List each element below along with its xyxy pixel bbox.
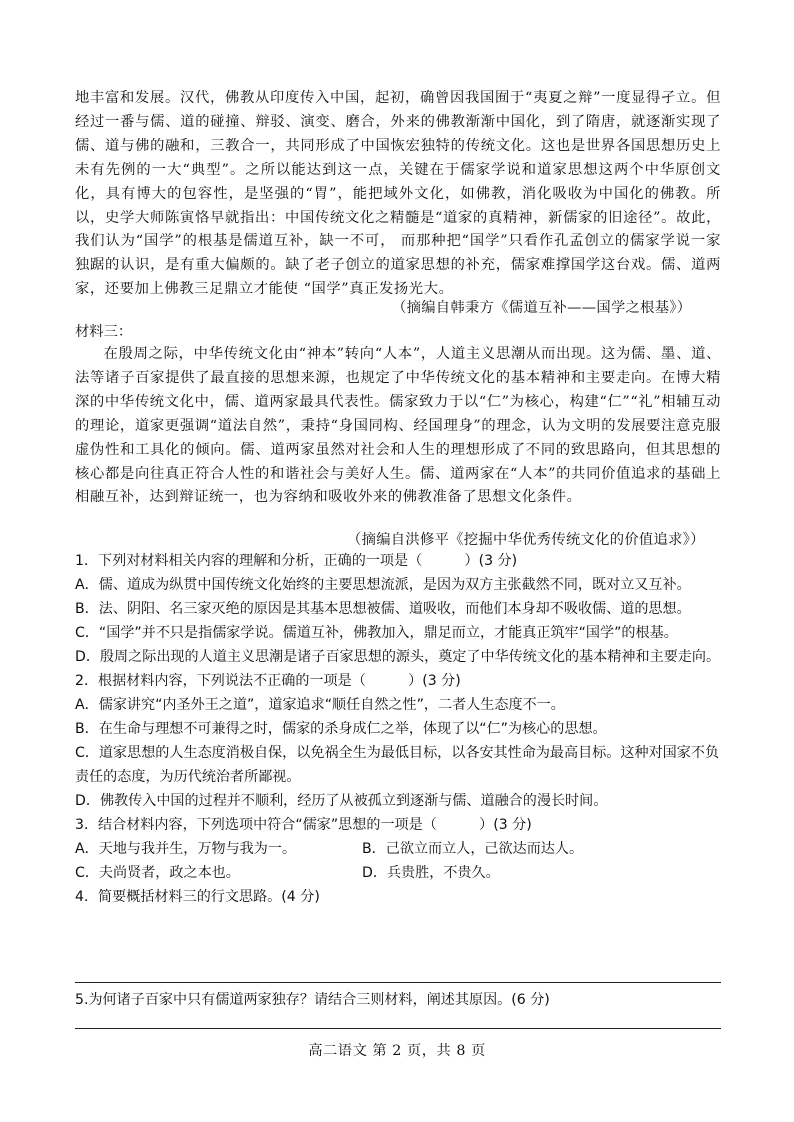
material3-label: 材料三： — [75, 324, 133, 340]
material3-source: （摘编自洪修平《挖掘中华优秀传统文化的价值追求》） — [347, 532, 705, 548]
q2-option-d: D．佛教传入中国的过程并不顺利，经历了从被孤立到逐渐与儒、道融合的漫长时间。 — [75, 793, 608, 809]
q3-option-b: B．己欲立而立人，己欲达而达人。 — [362, 841, 584, 857]
q3-options-row2 — [75, 861, 725, 885]
footer-rule — [75, 1028, 721, 1029]
q1-option-a: A．儒、道成为纵贯中国传统文化始终的主要思想流派，是因为双方主张截然不同，既对立又互补。 — [75, 577, 691, 593]
q2-stem: 2．根据材料内容，下列说法不正确的一项是（ ）(3 分) — [75, 673, 461, 689]
q3-option-a: A．天地与我并生，万物与我为一。 — [75, 841, 297, 857]
answer-line — [75, 982, 721, 983]
material2-source: （摘编自韩秉方《儒道互补——国学之根基》） — [392, 300, 692, 316]
q2-option-b: B．在生命与理想不可兼得之时，儒家的杀身成仁之举，体现了以“仁”为核心的思想。 — [75, 721, 607, 737]
q4-stem: 4．简要概括材料三的行文思路。(4 分) — [75, 889, 320, 905]
questions — [75, 549, 725, 909]
q3-option-d: D．兵贵胜，不贵久。 — [362, 865, 500, 881]
q2-option-a: A．儒家讲究“内圣外王之道”，道家追求“顺任自然之性”，二者人生态度不一。 — [75, 697, 565, 713]
q3-options-row1 — [75, 837, 725, 861]
material3-text: 在殷周之际，中华传统文化由“神本”转向“人本”，人道主义思潮从而出现。这为儒、墨、道、法等诸子百家提供了最直接的思想来源，也规定了中华传统文化的基本精神和主要走向。在博大精深的中华传统文化中，儒、道两家最具代表性。儒家致力于以“仁”为核心，构建“仁”“礼”相辅互动的理论，道家更强调“道法自然”，秉持“身国同构、经国理身”的理念，认为文明的发展要注意克服虚伪性和工具化的倾向。儒、道两家虽然对社会和人生的理想形成了不同的致思路向，但其思想的核心都是向往真正符合人性的和谐社会与美好人生。儒、道两家在“人本”的共同价值追求的基础上相融互补，达到辩证统一，也为容纳和吸收外来的佛教准备了思想文化条件。 — [75, 346, 721, 506]
q3-option-c: C．夫尚贤者，政之本也。 — [75, 865, 240, 881]
material3-passage — [75, 343, 721, 510]
material2-text: 地丰富和发展。汉代，佛教从印度传入中国，起初，确曾因我国囿于“夷夏之辩”一度显得孑立。但经过一番与儒、道的碰撞、辩驳、演变、磨合，外来的佛教渐渐中国化，到了隋唐，就逐渐实现了儒、道与佛的融和，三教合一，共同形成了中国恢宏独特的传统文化。这也是世界各国思想历史上未有先例的一大“典型”。之所以能达到这一点，关键在于儒家学说和道家思想这两个中华原创文化，具有博大的包容性，是坚强的“胃”，能把域外文化，如佛教，消化吸收为中国化的佛教。所以，史学大师陈寅恪早就指出：中国传统文化之精髓是“道家的真精神，新儒家的旧途径”。故此，我们认为“国学”的根基是儒道互补，缺一不可， 而那种把“国学”只看作孔孟创立的儒家学说一家独踞的认识，是有重大偏颇的。缺了老子创立的道家思想的补充，儒家难撑国学这台戏。儒、道两家，还要加上佛教三足鼎立才能使 “国学”真正发扬光大。 — [75, 90, 721, 298]
q5-stem: 5.为何诸子百家中只有儒道两家独存？请结合三则材料，阐述其原因。(6 分) — [75, 992, 550, 1008]
q1-stem: 1．下列对材料相关内容的理解和分析，正确的一项是（ ）(3 分) — [75, 553, 518, 569]
q1-option-c: C．“国学”并不只是指儒家学说。儒道互补，佛教加入，鼎足而立，才能真正筑牢“国学”的根基。 — [75, 625, 678, 641]
q2-option-c: C．道家思想的人生态度消极自保，以免祸全生为最低目标，以各安其性命为最高目标。这种对国家不负责任的态度，为历代统治者所鄙视。 — [75, 745, 720, 785]
q3-stem: 3．结合材料内容，下列选项中符合“儒家”思想的一项是（ ）(3 分) — [75, 817, 532, 833]
q1-option-d: D．殷周之际出现的人道主义思潮是诸子百家思想的源头，奠定了中华传统文化的基本精神和主要走向。 — [75, 649, 721, 665]
q1-option-b: B．法、阴阳、名三家灭绝的原因是其基本思想被儒、道吸收，而他们本身却不吸收儒、道的思想。 — [75, 601, 691, 617]
page-footer: 高二语文 第 2 页，共 8 页 — [308, 1043, 486, 1059]
material2-passage — [75, 87, 721, 302]
